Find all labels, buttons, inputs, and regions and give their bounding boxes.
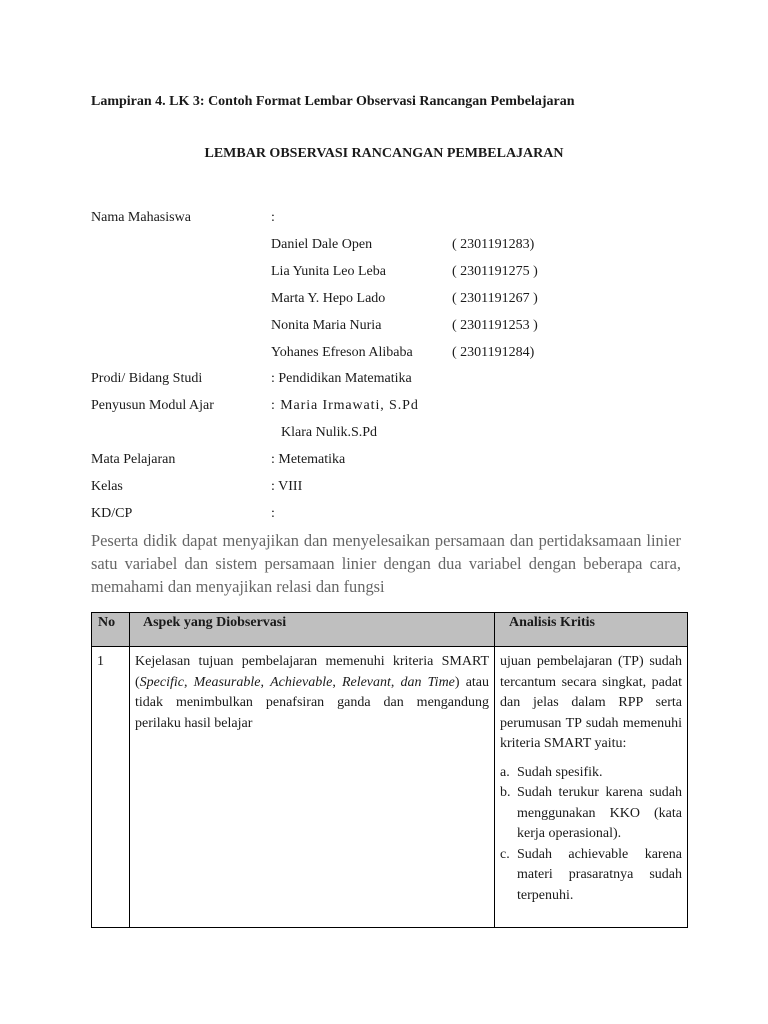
value-kelas: : VIII — [271, 479, 303, 494]
list-item-text: Sudah achievable karena materi prasaratnya sudah terpenuhi. — [517, 846, 682, 903]
analysis-cell — [495, 647, 688, 928]
value-prodi: : Pendidikan Matematika — [271, 371, 412, 386]
aspect-italic: Achievable — [270, 674, 333, 690]
student-name: Lia Yunita Leo Leba — [271, 264, 386, 279]
header-analisis: Analisis Kritis — [495, 613, 688, 647]
label-mata-pelajaran: Mata Pelajaran — [91, 452, 176, 467]
aspect-italic: dan Time — [400, 674, 455, 690]
observation-table — [91, 612, 688, 928]
value-mata-pelajaran: : Metematika — [271, 452, 346, 467]
value-penyusun-2: Klara Nulik.S.Pd — [281, 425, 378, 440]
list-item — [500, 763, 682, 784]
student-name: Daniel Dale Open — [271, 237, 373, 252]
label-kelas: Kelas — [91, 479, 123, 494]
aspect-text: , — [332, 674, 342, 690]
aspect-text: Kejelasan tujuan pembelajaran memenuhi kriteria SMART ( — [135, 654, 489, 690]
label-nama-mahasiswa: Nama Mahasiswa — [91, 210, 191, 225]
list-item — [500, 845, 682, 907]
aspect-italic: Specific — [139, 674, 184, 690]
header-no: No — [92, 613, 130, 647]
aspect-text: , — [183, 674, 194, 690]
form-title: LEMBAR OBSERVASI RANCANGAN PEMBELAJARAN — [204, 146, 564, 161]
criteria-list — [500, 763, 682, 907]
student-nim: ( 2301191267 ) — [452, 291, 538, 306]
aspect-italic: Measurable — [193, 674, 261, 690]
analysis-intro: ujuan pembelajaran (TP) sudah tercantum secara singkat, padat dan jelas dalam RPP serta perumusan TP sudah memenuhi kriteria SMART yaitu: — [500, 654, 682, 751]
aspect-text: ) atau tidak menimbulkan penafsiran ganda dan mengandung perilaku hasil belajar — [135, 674, 490, 731]
appendix-heading: Lampiran 4. LK 3: Contoh Format Lembar Observasi Rancangan Pembelajaran — [91, 94, 575, 109]
list-item-text: Sudah spesifik. — [517, 764, 603, 780]
student-nim: ( 2301191275 ) — [452, 264, 538, 279]
colon-kdcp: : — [271, 506, 275, 521]
student-nim: ( 2301191253 ) — [452, 318, 538, 333]
label-penyusun-modul: Penyusun Modul Ajar — [91, 398, 214, 413]
list-marker: c. — [500, 846, 510, 862]
table-row — [92, 647, 688, 928]
list-marker: b. — [500, 785, 511, 800]
student-name: Marta Y. Hepo Lado — [271, 291, 386, 306]
table-header-row — [92, 613, 688, 647]
aspect-text: , — [260, 674, 271, 690]
student-name: Nonita Maria Nuria — [271, 318, 382, 333]
value-penyusun-1: : Maria Irmawati, S.Pd — [271, 398, 419, 413]
label-kdcp: KD/CP — [91, 506, 133, 521]
list-item — [500, 783, 682, 845]
aspect-text: , — [390, 674, 401, 690]
student-nim: ( 2301191283) — [452, 237, 535, 252]
label-prodi: Prodi/ Bidang Studi — [91, 371, 203, 386]
kdcp-description: Peserta didik dapat menyajikan dan menyelesaikan persamaan dan pertidaksamaan linier satu variabel dan sistem persamaan linier dengan dua variabel dengan beberapa cara, memahami dan menyajikan relasi dan fungsi — [91, 531, 681, 596]
list-marker: a. — [500, 764, 510, 780]
student-name: Yohanes Efreson Alibaba — [271, 345, 413, 360]
student-nim: ( 2301191284) — [452, 345, 535, 360]
aspect-italic: Relevant — [341, 674, 391, 690]
colon-nama-mahasiswa: : — [271, 210, 275, 225]
list-item-text: Sudah terukur karena sudah menggunakan KKO (kata kerja operasional). — [517, 785, 682, 841]
row-number: 1 — [92, 647, 130, 928]
aspect-cell — [130, 647, 495, 928]
header-aspek: Aspek yang Diobservasi — [130, 613, 495, 647]
